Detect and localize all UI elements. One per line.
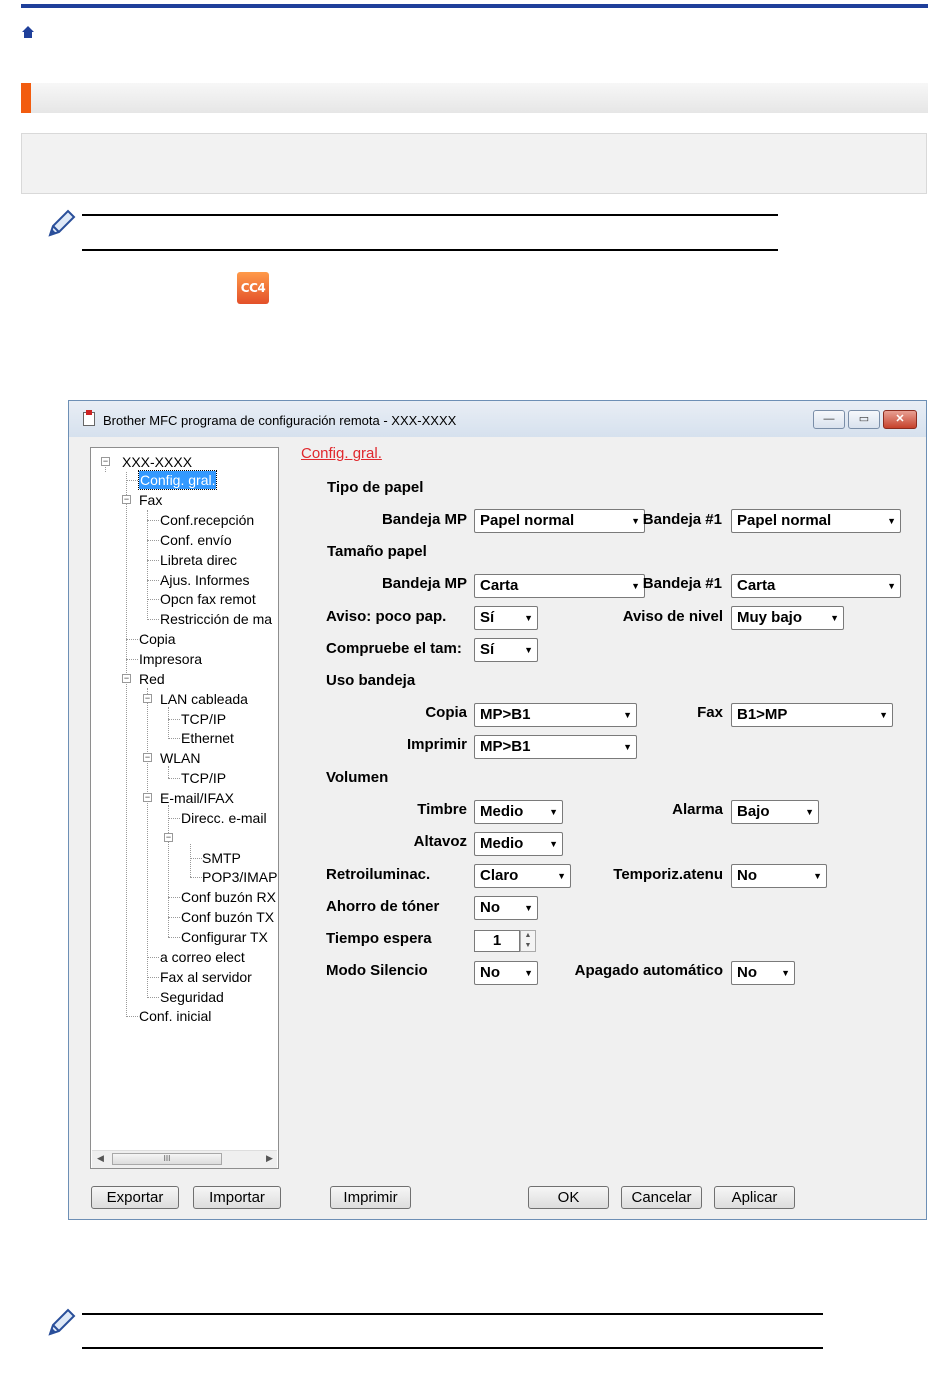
tree-item-libreta-direc[interactable]: Libreta direc [160,552,238,568]
print-button[interactable]: Imprimir [330,1186,411,1209]
label-timbre: Timbre [417,801,467,818]
chevron-down-icon: ▼ [524,613,533,623]
ahorro-toner-select[interactable] [474,896,538,920]
label-modo-silencio: Modo Silencio [326,962,428,979]
aviso-nivel-select[interactable] [731,606,844,630]
close-button[interactable]: ✕ [883,410,917,429]
app-icon [83,412,95,426]
tree-item-fax[interactable]: Fax [139,492,163,508]
section-accent [21,83,31,113]
uso-fax-value: B1>MP [737,706,788,723]
label-compruebe-tam: Compruebe el tam: [326,640,462,657]
tree-item-configurar-tx[interactable]: Configurar TX [181,929,268,945]
label-uso-bandeja: Uso bandeja [326,672,416,689]
label-tam-bandeja-mp: Bandeja MP [381,575,467,592]
chevron-down-icon: ▼ [631,581,640,591]
tree-item-fax-al-servidor[interactable]: Fax al servidor [160,969,252,985]
chevron-down-icon: ▼ [887,516,896,526]
uso-copia-select[interactable] [474,703,637,727]
tree-item-ajus-informes[interactable]: Ajus. Informes [160,572,250,588]
tree-item-wlan-tcpip[interactable]: TCP/IP [181,770,227,786]
note-rule-top [82,214,778,216]
tree-item-smtp[interactable]: SMTP [202,850,241,866]
minimize-button[interactable]: — [813,410,845,429]
uso-fax-select[interactable] [731,703,893,727]
aviso-nivel-value: Muy bajo [737,609,803,626]
tiempo-espera-input[interactable]: 1 [474,930,520,952]
label-tam-bandeja-1: Bandeja #1 [642,575,722,592]
tree-item-wlan[interactable]: WLAN [160,750,201,766]
chevron-down-icon: ▼ [557,871,566,881]
tree-toggle-lan[interactable]: − [144,693,151,703]
window-titlebar [69,401,926,437]
label-copia: Copia [425,704,467,721]
tam-bandeja-mp-value: Carta [480,577,519,594]
tipo-bandeja-1-select[interactable] [731,509,901,533]
label-alarma: Alarma [672,801,723,818]
label-imprimir: Imprimir [406,736,467,753]
label-tiempo-espera: Tiempo espera [326,930,432,947]
timbre-select[interactable] [474,800,563,824]
tree-item-impresora[interactable]: Impresora [139,651,203,667]
chevron-down-icon: ▼ [805,807,814,817]
tree-item-copia[interactable]: Copia [139,631,176,647]
export-button[interactable]: Exportar [91,1186,179,1209]
modo-silencio-select[interactable] [474,961,538,985]
scroll-left-icon[interactable]: ◀ [97,1153,104,1163]
altavoz-select[interactable] [474,832,563,856]
tipo-bandeja-mp-value: Papel normal [480,512,575,529]
chevron-down-icon: ▼ [623,710,632,720]
temporiz-atenu-value: No [737,867,757,884]
form-heading: Config. gral. [301,445,382,462]
cancel-button[interactable]: Cancelar [621,1186,702,1209]
label-apagado-automatico: Apagado automático [574,962,723,979]
scroll-right-icon[interactable]: ▶ [266,1153,273,1163]
chevron-down-icon: ▼ [830,613,839,623]
pencil-icon [44,207,78,241]
maximize-button[interactable]: ▭ [848,410,880,429]
tree-item-conf-envio[interactable]: Conf. envío [160,532,232,548]
ahorro-toner-value: No [480,899,500,916]
uso-imprimir-select[interactable] [474,735,637,759]
chevron-down-icon: ▼ [887,581,896,591]
tree-toggle-email-ifax[interactable]: − [144,792,151,802]
chevron-down-icon: ▼ [549,807,558,817]
label-altavoz: Altavoz [413,833,467,850]
tree-root[interactable]: XXX-XXXX [122,454,193,470]
label-fax: Fax [697,704,723,721]
chevron-down-icon: ▼ [623,742,632,752]
tree-horizontal-scrollbar[interactable] [92,1150,277,1168]
compruebe-tam-select[interactable] [474,638,538,662]
uso-copia-value: MP>B1 [480,706,531,723]
label-tipo-bandeja-1: Bandeja #1 [642,511,722,528]
scroll-thumb[interactable]: III [112,1153,222,1165]
label-temporiz-atenu: Temporiz.atenu [613,866,723,883]
note2-rule-bottom [82,1347,823,1349]
tree-item-restriccion[interactable]: Restricción de ma [160,611,273,627]
settings-tree[interactable] [90,447,279,1169]
tiempo-espera-stepper[interactable]: ▲ ▼ [520,930,536,952]
tree-toggle-servers[interactable]: − [165,832,172,842]
chevron-down-icon: ▼ [549,839,558,849]
remote-setup-window [68,400,927,1220]
tree-item-a-correo-elect[interactable]: a correo elect [160,949,245,965]
chevron-down-icon: ▼ [524,903,533,913]
tree-item-lan-tcpip[interactable]: TCP/IP [181,711,227,727]
uso-imprimir-value: MP>B1 [480,738,531,755]
aviso-poco-papel-select[interactable] [474,606,538,630]
pencil-icon [44,1306,78,1340]
chevron-down-icon: ▼ [813,871,822,881]
window-title: Brother MFC programa de configuración remota - XXX-XXXX [103,413,457,428]
tree-item-conf-buzon-rx[interactable]: Conf buzón RX [181,889,276,905]
compruebe-tam-value: Sí [480,641,495,658]
label-volumen: Volumen [326,769,389,786]
section-header-bar [21,83,928,113]
label-tipo-bandeja-mp: Bandeja MP [381,511,467,528]
chevron-down-icon: ▼ [524,968,533,978]
top-bar [21,4,928,8]
label-tamano-papel: Tamaño papel [327,543,427,560]
tree-item-opcn-fax-remot[interactable]: Opcn fax remot [160,591,256,607]
apply-button[interactable]: Aplicar [714,1186,795,1209]
tam-bandeja-mp-select[interactable] [474,574,645,598]
tree-toggle-root[interactable]: − [102,456,109,466]
tree-item-red[interactable]: Red [139,671,165,687]
retroiluminacion-value: Claro [480,867,519,884]
tipo-bandeja-1-value: Papel normal [737,512,832,529]
import-button[interactable]: Importar [193,1186,281,1209]
tree-toggle-red[interactable]: − [123,673,130,683]
chevron-down-icon: ▼ [631,516,640,526]
chevron-down-icon: ▼ [879,710,888,720]
tree-toggle-wlan[interactable]: − [144,752,151,762]
temporiz-atenu-select[interactable] [731,864,827,888]
tree-item-conf-recepcion[interactable]: Conf.recepción [160,512,255,528]
label-aviso-nivel: Aviso de nivel [622,608,723,625]
label-aviso-poco-papel: Aviso: poco pap. [326,608,447,625]
apagado-automatico-value: No [737,964,757,981]
tree-item-seguridad[interactable]: Seguridad [160,989,224,1005]
label-ahorro-toner: Ahorro de tóner [326,898,440,915]
tree-item-config-gral[interactable]: Config. gral. [140,472,216,488]
tree-item-lan-cableada[interactable]: LAN cableada [160,691,248,707]
tree-item-ethernet[interactable]: Ethernet [181,730,234,746]
apagado-automatico-select[interactable] [731,961,795,985]
retroiluminacion-select[interactable] [474,864,571,888]
note-rule-bottom [82,249,778,251]
tree-item-conf-buzon-tx[interactable]: Conf buzón TX [181,909,275,925]
modo-silencio-value: No [480,964,500,981]
chevron-down-icon: ▼ [781,968,790,978]
info-box [21,133,927,194]
tam-bandeja-1-select[interactable] [731,574,901,598]
label-retroiluminacion: Retroiluminac. [326,866,431,883]
label-tipo-papel: Tipo de papel [327,479,424,496]
chevron-down-icon: ▼ [524,645,533,655]
altavoz-value: Medio [480,835,524,852]
tipo-bandeja-mp-select[interactable] [474,509,645,533]
tam-bandeja-1-value: Carta [737,577,776,594]
alarma-select[interactable] [731,800,819,824]
cc4-icon: CC4 [237,272,269,304]
tree-item-email-ifax[interactable]: E-mail/IFAX [160,790,234,806]
home-icon[interactable] [21,25,35,39]
aviso-poco-papel-value: Sí [480,609,495,626]
ok-button[interactable]: OK [528,1186,609,1209]
timbre-value: Medio [480,803,524,820]
tree-item-pop3-imap[interactable]: POP3/IMAP [202,869,278,885]
tree-toggle-fax[interactable]: − [123,494,130,504]
alarma-value: Bajo [737,803,770,820]
tree-item-direcc-email[interactable]: Direcc. e-mail [181,810,267,826]
note2-rule-top [82,1313,823,1315]
tree-item-conf-inicial[interactable]: Conf. inicial [139,1008,212,1024]
